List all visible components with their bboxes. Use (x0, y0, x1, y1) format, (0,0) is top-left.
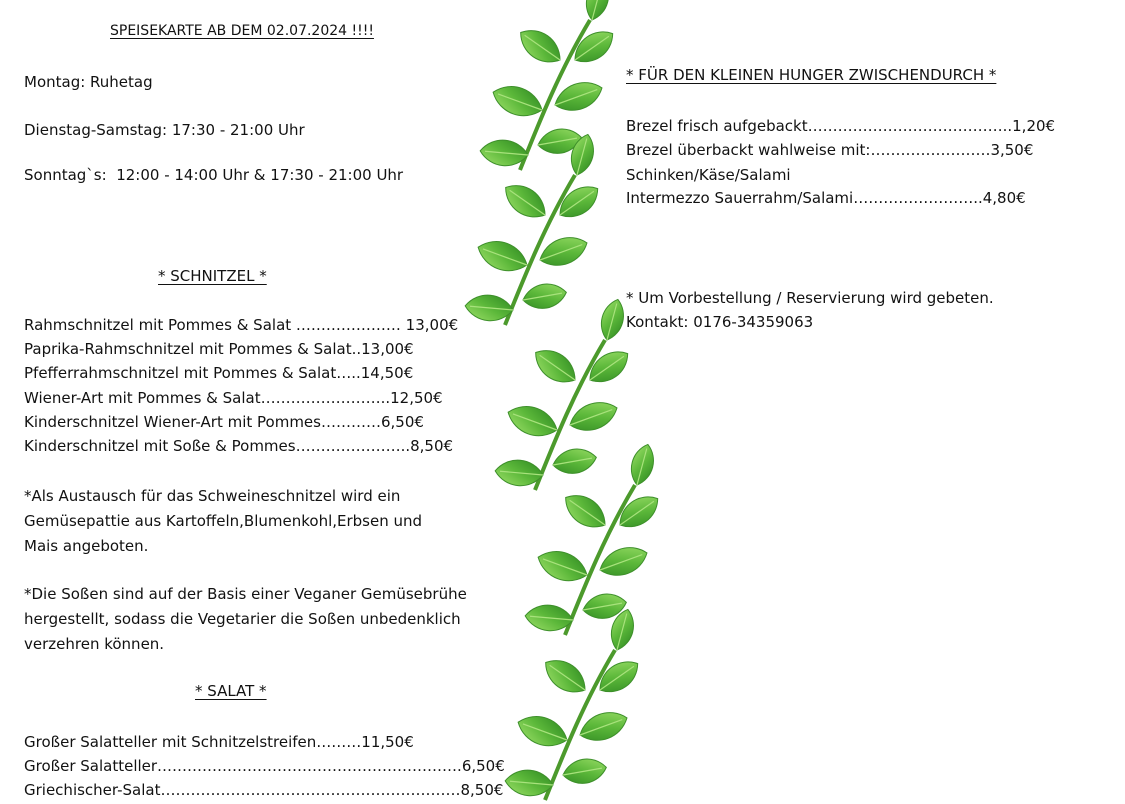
menu-item: Großer Salatteller…………………………………………………….6,50€ (24, 757, 505, 775)
menu-item: Rahmschnitzel mit Pommes & Salat ………………… 13,00€ (24, 316, 459, 334)
menu-item: Kinderschnitzel Wiener-Art mit Pommes…………6,50€ (24, 413, 424, 431)
menu-item: Wiener-Art mit Pommes & Salat……………………..12,50€ (24, 389, 443, 407)
snacks-heading: * FÜR DEN KLEINEN HUNGER ZWISCHENDURCH * (626, 66, 997, 84)
menu-item: Pfefferrahmschnitzel mit Pommes & Salat…..14,50€ (24, 364, 414, 382)
menu-item: Brezel überbackt wahlweise mit:……………………3,50€ (626, 141, 1034, 159)
schnitzel-heading: * SCHNITZEL * (158, 267, 267, 285)
menu-item: Großer Salatteller mit Schnitzelstreifen………11,50€ (24, 733, 414, 751)
contact-phone: Kontakt: 0176-34359063 (626, 313, 814, 331)
menu-item: Kinderschnitzel mit Soße & Pommes…………………..8,50€ (24, 437, 454, 455)
menu-item: Schinken/Käse/Salami (626, 166, 791, 184)
note-vegan-sauce: *Die Soßen sind auf der Basis einer Veganer Gemüsebrühe hergestellt, sodass die Vegetarier die Soßen unbedenklich verzehren können. (24, 585, 467, 653)
hours-monday: Montag: Ruhetag (24, 73, 153, 91)
page-title: SPEISEKARTE AB DEM 02.07.2024 !!!! (110, 23, 374, 39)
reservation-note: * Um Vorbestellung / Reservierung wird gebeten. (626, 289, 994, 307)
leaf-icon (582, 0, 613, 23)
hours-weekdays: Dienstag-Samstag: 17:30 - 21:00 Uhr (24, 121, 305, 139)
note-vegetable-patty: *Als Austausch für das Schweineschnitzel wird ein Gemüsepattie aus Kartoffeln,Blumenkohl,Erbsen und Mais angeboten. (24, 487, 423, 555)
menu-item: Intermezzo Sauerrahm/Salami……………………..4,80€ (626, 189, 1026, 207)
menu-item: Paprika-Rahmschnitzel mit Pommes & Salat..13,00€ (24, 340, 414, 358)
hours-sunday: Sonntag`s: 12:00 - 14:00 Uhr & 17:30 - 21:00 Uhr (24, 166, 404, 184)
menu-item: Griechischer-Salat……………………………………………………8,50€ (24, 781, 504, 799)
menu-item: Brezel frisch aufgebackt…………………………………..1,20€ (626, 117, 1056, 135)
salat-heading: * SALAT * (195, 682, 267, 700)
